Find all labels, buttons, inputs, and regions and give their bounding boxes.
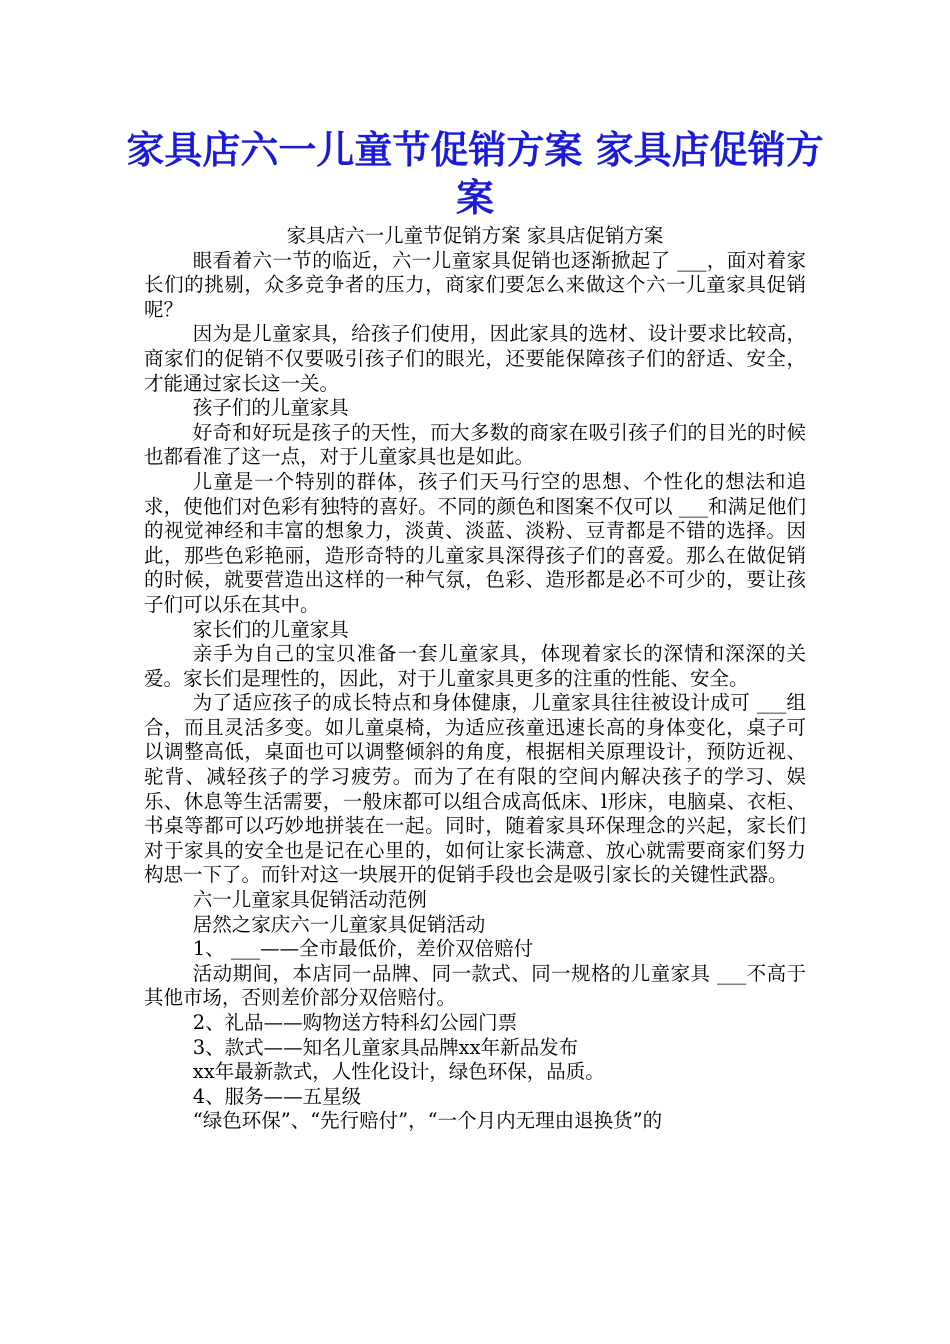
section-heading: 家长们的儿童家具 [192, 617, 349, 641]
paragraph: 亲手为自己的宝贝准备一套儿童家具，体现着家长的深情和深深的关爱。家长们是理性的，因此，对于儿童家具更多的注重的性能、安全。 [144, 642, 806, 690]
document-title: 家具店六一儿童节促销方案 家具店促销方案 [126, 128, 824, 220]
section-heading: 六一儿童家具促销活动范例 [192, 888, 427, 912]
list-item: 3、款式——知名儿童家具品牌xx年新品发布 [192, 1035, 579, 1059]
paragraph: 为了适应孩子的成长特点和身体健康，儿童家具往往被设计成可 ___组合，而且灵活多变。如儿童桌椅，为适应孩童迅速长高的身体变化，桌子可以调整高低，桌面也可以调整倾斜的角度，根据相关原理设计，预防近视、驼背、减轻孩子的学习疲劳。而为了在有限的空间内解决孩子的学习、娱乐、休息等生活需要，一般床都可以组合成高低床、l形床，电脑桌、衣柜、书桌等都可以巧妙地拼装在一起。同时，随着家具环保理念的兴起，家长们对于家具的安全也是记在心里的，如何让家长满意、放心就需要商家们努力构思一下了。而针对这一块展开的促销手段也会是吸引家长的关键性武器。 [144, 691, 806, 887]
paragraph: “绿色环保”、“先行赔付”，“一个月内无理由退换货”的 [192, 1109, 663, 1133]
paragraph: 因为是儿童家具，给孩子们使用，因此家具的选材、设计要求比较高，商家们的促销不仅要吸引孩子们的眼光，还要能保障孩子们的舒适、安全，才能通过家长这一关。 [144, 322, 806, 395]
section-heading: 居然之家庆六一儿童家具促销活动 [192, 912, 486, 936]
paragraph: xx年最新款式，人性化设计，绿色环保，品质。 [192, 1060, 605, 1084]
section-heading: 孩子们的儿童家具 [192, 396, 349, 420]
list-item: 2、礼品——购物送方特科幻公园门票 [192, 1011, 518, 1034]
list-item: 1、 ___——全市最低价，差价双倍赔付 [192, 937, 534, 961]
document-subtitle: 家具店六一儿童节促销方案 家具店促销方案 [286, 224, 664, 247]
paragraph: 好奇和好玩是孩子的天性，而大多数的商家在吸引孩子们的目光的时候也都看准了这一点，对于儿童家具也是如此。 [144, 420, 806, 469]
document-body [144, 224, 806, 1134]
list-item: 4、服务——五星级 [192, 1084, 362, 1108]
paragraph: 活动期间，本店同一品牌、同一款式、同一规格的儿童家具 ___不高于其他市场，否则差价部分双倍赔付。 [144, 961, 806, 1010]
paragraph: 眼看着六一节的临近，六一儿童家具促销也逐渐掀起了 ___，面对着家长们的挑剔，众多竞争者的压力，商家们要怎么来做这个六一儿童家具促销呢？ [144, 248, 806, 321]
paragraph: 儿童是一个特别的群体，孩子们天马行空的思想、个性化的想法和追求，使他们对色彩有独特的喜好。不同的颜色和图案不仅可以 ___和满足他们的视觉神经和丰富的想象力，淡黄、淡蓝、淡粉、豆青都是不错的选择。因此，那些色彩艳丽，造形奇特的儿童家具深得孩子们的喜爱。那么在做促销的时候，就要营造出这样的一种气氛，色彩、造形都是必不可少的，要让孩子们可以乐在其中。 [144, 469, 806, 616]
